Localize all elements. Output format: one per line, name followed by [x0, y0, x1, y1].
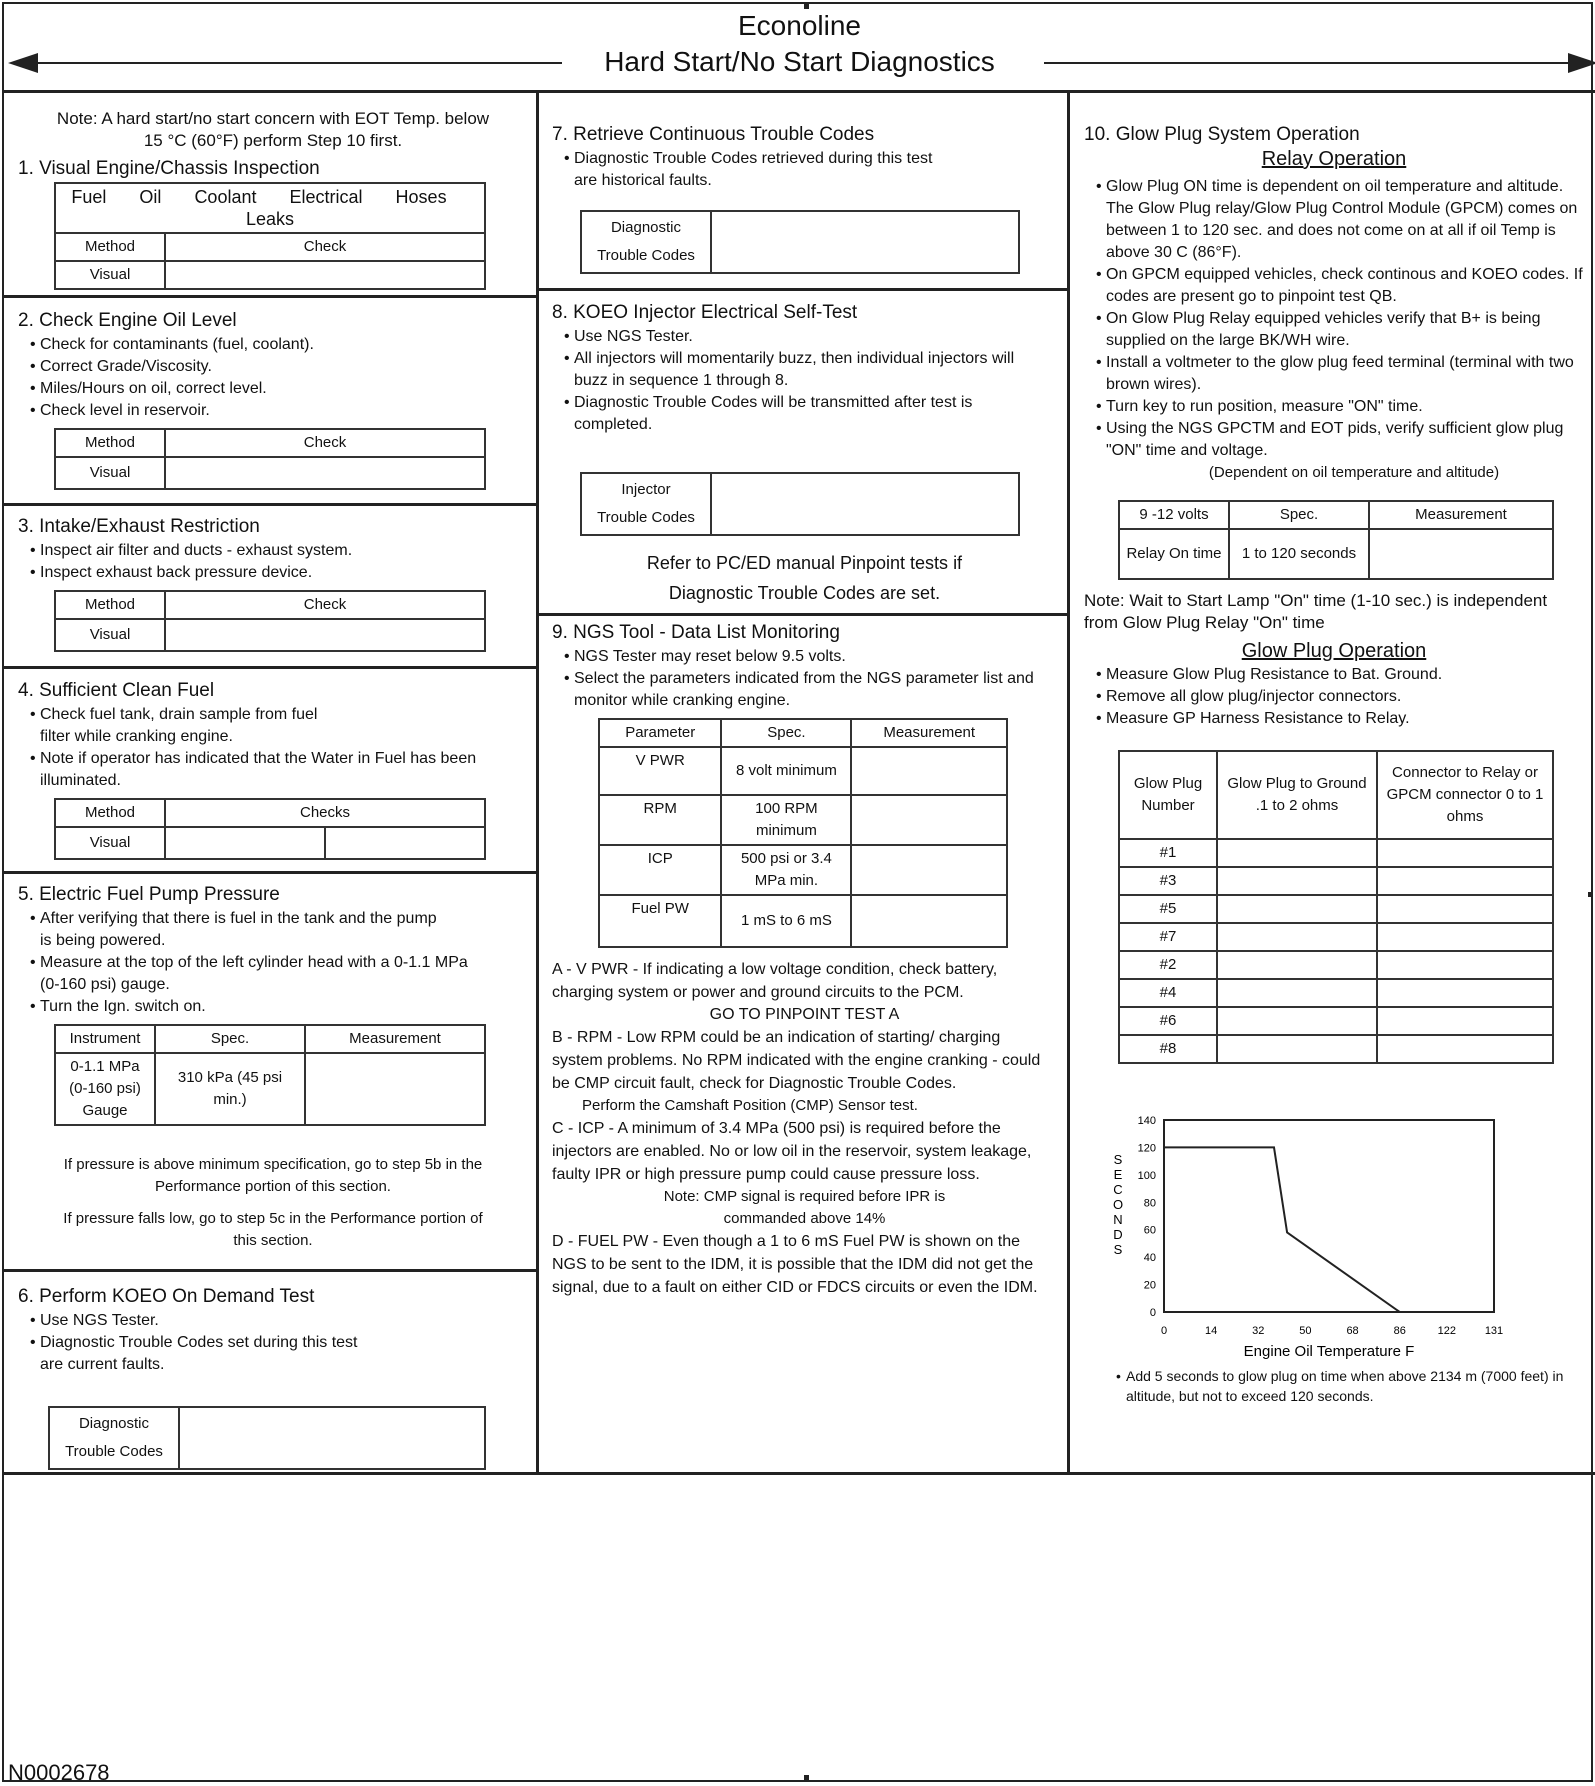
note-c-cmp: Note: CMP signal is required before IPR is commanded above 14%: [663, 1188, 946, 1227]
inj-cell[interactable]: [711, 473, 1019, 535]
section-title: 10. Glow Plug System Operation: [1084, 124, 1360, 145]
dtc-table: [48, 1406, 486, 1470]
ground-cell[interactable]: [1217, 951, 1377, 979]
divider: [536, 613, 1070, 616]
visual-label: Visual: [55, 457, 165, 489]
measurement-header: Measurement: [851, 719, 1007, 747]
method-header: Method: [55, 233, 165, 261]
ground-cell[interactable]: [1217, 839, 1377, 867]
method-checks-table: [54, 798, 486, 860]
visual-label: Visual: [55, 261, 165, 289]
pressure-note-low: If pressure falls low, go to step 5c in the Performance portion of this section.: [63, 1210, 483, 1249]
section-10: [1084, 124, 1584, 1064]
header: [4, 4, 1595, 92]
bullet-list: [18, 1310, 528, 1376]
x-axis-label: Engine Oil Temperature F: [1243, 1343, 1415, 1360]
relay-on-label: Relay On time: [1119, 529, 1229, 579]
x-tick-label: 122: [1437, 1325, 1457, 1337]
ground-cell[interactable]: [1217, 1007, 1377, 1035]
x-tick-label: 32: [1252, 1325, 1265, 1337]
title-line2: Hard Start/No Start Diagnostics: [604, 46, 995, 77]
section-title: 7. Retrieve Continuous Trouble Codes: [552, 124, 875, 145]
inspection-table: [54, 182, 486, 290]
bullet: • Turn the Ign. switch on.: [40, 996, 528, 1018]
bullet: • All injectors will momentarily buzz, then individual injectors will buzz in sequence 1 through 8.: [574, 348, 1057, 392]
left-arrow-icon: [8, 53, 38, 73]
bullet-list: [1084, 176, 1584, 462]
inj-label-line: Trouble Codes: [597, 509, 695, 526]
plug-number: #5: [1119, 895, 1217, 923]
bullet: • Inspect exhaust back pressure device.: [40, 562, 528, 584]
plug-number: #8: [1119, 1035, 1217, 1063]
bullet: • Check level in reservoir.: [40, 400, 528, 422]
wait-lamp-note: Note: Wait to Start Lamp "On" time (1-10 sec.) is independent from Glow Plug Relay "On" time: [1084, 591, 1548, 632]
visual-label: Visual: [55, 827, 165, 859]
bullet: • Select the parameters indicated from the NGS parameter list and monitor while cranking engine.: [574, 668, 1057, 712]
item-coolant: Coolant: [194, 187, 257, 207]
measurement-cell[interactable]: [1369, 529, 1553, 579]
dtc-label: [49, 1407, 179, 1469]
relay-cell[interactable]: [1377, 951, 1553, 979]
section-7: [552, 124, 1057, 274]
param-cell: ICP: [599, 845, 721, 895]
measurement-cell[interactable]: [851, 895, 1007, 947]
ground-cell[interactable]: [1217, 1035, 1377, 1063]
spec-value: 310 kPa (45 psi min.): [155, 1053, 305, 1125]
bullet: • On Glow Plug Relay equipped vehicles verify that B+ is being supplied on the large BK/WH wire.: [1106, 308, 1584, 352]
divider: [4, 871, 539, 874]
relay-cell[interactable]: [1377, 979, 1553, 1007]
x-tick-label: 131: [1484, 1325, 1504, 1337]
item-oil: Oil: [139, 187, 162, 207]
refer-note: Refer to PC/ED manual Pinpoint tests if Diagnostic Trouble Codes are set.: [646, 553, 963, 603]
check-header: Check: [165, 233, 485, 261]
title-line1: Econoline: [738, 10, 861, 41]
bullet: • Using the NGS GPCTM and EOT pids, verify sufficient glow plug "ON" time and voltage.: [1106, 418, 1584, 462]
divider: [4, 666, 539, 669]
plug-number: #7: [1119, 923, 1217, 951]
spec-cell: 100 RPM minimum: [721, 795, 851, 845]
bullet: • NGS Tester may reset below 9.5 volts.: [574, 646, 1057, 668]
section-title: 8. KOEO Injector Electrical Self-Test: [552, 302, 858, 323]
bullet: • Check for contaminants (fuel, coolant).: [40, 334, 528, 356]
visual-label: Visual: [55, 619, 165, 651]
y-tick-label: 100: [1137, 1169, 1156, 1182]
method-check-table: [54, 590, 486, 652]
param-cell: Fuel PW: [599, 895, 721, 947]
bullet-list: [552, 646, 1057, 712]
glow-plug-table: [1118, 750, 1554, 1064]
plug-number: #6: [1119, 1007, 1217, 1035]
instrument-value: 0-1.1 MPa (0-160 psi) Gauge: [55, 1053, 155, 1125]
item-electrical: Electrical: [289, 187, 363, 207]
x-tick-label: 0: [1160, 1325, 1168, 1337]
ngs-table: [598, 718, 1008, 948]
section-title: 2. Check Engine Oil Level: [18, 310, 237, 331]
method-header: Method: [55, 799, 165, 827]
bullet-list: [1084, 664, 1584, 730]
x-tick-label: 86: [1393, 1325, 1406, 1337]
relay-spec: 1 to 120 seconds: [1229, 529, 1369, 579]
bullet: • Diagnostic Trouble Codes retrieved during this test are historical faults.: [574, 148, 1057, 192]
section-title: 1. Visual Engine/Chassis Inspection: [18, 158, 320, 179]
right-arrow-line: [1044, 62, 1578, 64]
plug-number: #3: [1119, 867, 1217, 895]
param-header: Parameter: [599, 719, 721, 747]
checks-header: Checks: [165, 799, 485, 827]
relay-cell[interactable]: [1377, 895, 1553, 923]
bullet: • Check fuel tank, drain sample from fuel filter while cranking engine.: [40, 704, 528, 748]
x-tick-label: 14: [1205, 1325, 1218, 1337]
check-cell[interactable]: [165, 261, 485, 289]
measurement-cell[interactable]: [305, 1053, 485, 1125]
bullet-list: [552, 148, 1057, 192]
spec-cell: 500 psi or 3.4 MPa min.: [721, 845, 851, 895]
bullet-list: [552, 326, 1057, 436]
fuel-pressure-table: [54, 1024, 486, 1126]
x-tick-label: 50: [1299, 1325, 1312, 1337]
bullet: • Glow Plug ON time is dependent on oil temperature and altitude. The Glow Plug relay/Glow Plug Control Module (GPCM) comes on between 1 to 120 sec. and does not come on at all if oil Temp is above 30 C (86°F).: [1106, 176, 1584, 264]
param-cell: RPM: [599, 795, 721, 845]
note-b: B - RPM - Low RPM could be an indication of starting/ charging system problems. No RPM indicated with the engine cranking - could be CMP circuit fault, check for Diagnostic Trouble Codes.: [552, 1029, 1041, 1092]
ground-cell[interactable]: [1217, 923, 1377, 951]
section-title: 5. Electric Fuel Pump Pressure: [18, 884, 280, 905]
crop-mark: [804, 4, 809, 9]
section-title: 4. Sufficient Clean Fuel: [18, 680, 215, 701]
spec-header: Spec.: [1229, 501, 1369, 529]
dtc-cell[interactable]: [179, 1407, 485, 1469]
relay-cell[interactable]: [1377, 1007, 1553, 1035]
method-check-table: [54, 428, 486, 490]
relay-cell[interactable]: [1377, 867, 1553, 895]
ground-cell[interactable]: [1217, 979, 1377, 1007]
y-axis-label: S E C O N D S: [1112, 1152, 1124, 1257]
spec-header: Spec.: [721, 719, 851, 747]
instrument-header: Instrument: [55, 1025, 155, 1053]
spec-cell: 8 volt minimum: [721, 747, 851, 795]
measurement-cell[interactable]: [851, 845, 1007, 895]
relay-heading: Relay Operation: [1261, 148, 1407, 170]
dtc-label-line: Diagnostic: [78, 1415, 150, 1432]
altitude-note: • Add 5 seconds to glow plug on time when above 2134 m (7000 feet) in altitude, but not to exceed 120 seconds.: [1126, 1366, 1574, 1406]
bullet: • Correct Grade/Viscosity.: [40, 356, 528, 378]
pressure-note-high: If pressure is above minimum specification, go to step 5b in the Performance portion of this section.: [63, 1156, 483, 1195]
eot-note: Note: A hard start/no start concern with EOT Temp. below 15 °C (60°F) perform Step 10 first.: [56, 109, 490, 150]
dependent-note: (Dependent on oil temperature and altitude): [1208, 464, 1500, 481]
method-header: Method: [55, 429, 165, 457]
item-leaks: Leaks: [245, 209, 295, 229]
relay-cell[interactable]: [1377, 839, 1553, 867]
injector-table: [580, 472, 1020, 536]
section-9: [552, 622, 1057, 1299]
crop-mark: [804, 1775, 809, 1780]
bullet: • Use NGS Tester.: [574, 326, 1057, 348]
y-tick-label: 140: [1137, 1115, 1156, 1127]
bullet: • Diagnostic Trouble Codes will be transmitted after test is completed.: [574, 392, 1057, 436]
bullet: • Diagnostic Trouble Codes set during this test are current faults.: [40, 1332, 528, 1376]
method-header: Method: [55, 591, 165, 619]
section-5: [18, 884, 528, 1252]
section-1: [18, 108, 528, 290]
check-cell[interactable]: [165, 619, 485, 651]
right-arrow-icon: [1568, 53, 1595, 73]
section-8: [552, 302, 1057, 608]
dtc-label-line: Trouble Codes: [597, 247, 695, 264]
item-hoses: Hoses: [395, 187, 447, 207]
bullet-list: [18, 540, 528, 584]
check-cell[interactable]: [165, 827, 325, 859]
inj-label: [581, 473, 711, 535]
ground-cell[interactable]: [1217, 895, 1377, 923]
check-cell[interactable]: [165, 457, 485, 489]
note-c: C - ICP - A minimum of 3.4 MPa (500 psi) is required before the injectors are enabled. No or low oil in the reservoir, system leakage, faulty IPR or high pressure pump could cause pressure loss.: [552, 1120, 1032, 1183]
dtc-label: [581, 211, 711, 273]
left-arrow-line: [14, 62, 562, 64]
bullet: • After verifying that there is fuel in the tank and the pump is being powered.: [40, 908, 528, 952]
note-b2: Perform the Camshaft Position (CMP) Sensor test.: [582, 1097, 918, 1114]
divider: [1067, 90, 1070, 1475]
measurement-cell[interactable]: [851, 795, 1007, 845]
section-title: 3. Intake/Exhaust Restriction: [18, 516, 260, 537]
measurement-header: Measurement: [1369, 501, 1553, 529]
divider: [4, 295, 539, 298]
divider: [4, 90, 1595, 93]
measurement-header: Measurement: [305, 1025, 485, 1053]
divider: [4, 503, 539, 506]
relay-cell[interactable]: [1377, 923, 1553, 951]
section-2: [18, 310, 528, 490]
ground-cell[interactable]: [1217, 867, 1377, 895]
plug-number: #4: [1119, 979, 1217, 1007]
divider: [4, 1269, 539, 1272]
check-cell[interactable]: [325, 827, 485, 859]
y-tick-label: 20: [1143, 1279, 1156, 1292]
bullet: • Measure Glow Plug Resistance to Bat. Ground.: [1106, 664, 1584, 686]
y-tick-label: 60: [1143, 1224, 1156, 1237]
section-6: [18, 1286, 528, 1470]
note-d: D - FUEL PW - Even though a 1 to 6 mS Fuel PW is shown on the NGS to be sent to the IDM, it is possible that the IDM did not get the signal, due to a fault on either CID or FDCS circuits or even the IDM.: [552, 1233, 1038, 1296]
figure-id: N0002678: [8, 1760, 110, 1785]
section-title: 6. Perform KOEO On Demand Test: [18, 1286, 315, 1307]
dtc-table: [580, 210, 1020, 274]
param-cell: V PWR: [599, 747, 721, 795]
series-line: [1164, 1147, 1400, 1312]
diagnostic-sheet: [2, 2, 1593, 1785]
inj-label-line: Injector: [621, 481, 671, 498]
bullet: • Turn key to run position, measure "ON" time.: [1106, 396, 1584, 418]
spec-header: Spec.: [155, 1025, 305, 1053]
dtc-label-line: Diagnostic: [610, 219, 682, 236]
plot-frame: [1164, 1120, 1494, 1312]
gp-relay-header: Connector to Relay or GPCM connector 0 to 1 ohms: [1377, 751, 1553, 839]
dtc-cell[interactable]: [711, 211, 1019, 273]
y-tick-label: 40: [1143, 1252, 1156, 1265]
note-a: A - V PWR - If indicating a low voltage condition, check battery, charging system or power and ground circuits to the PCM.: [552, 961, 998, 1001]
measurement-cell[interactable]: [851, 747, 1007, 795]
x-tick-label: 68: [1346, 1325, 1359, 1337]
gp-number-header: Glow Plug Number: [1119, 751, 1217, 839]
section-3: [18, 516, 528, 652]
bullet: • Inspect air filter and ducts - exhaust system.: [40, 540, 528, 562]
bullet: • Install a voltmeter to the glow plug feed terminal (terminal with two brown wires).: [1106, 352, 1584, 396]
relay-table: [1118, 500, 1554, 580]
y-tick-label: 80: [1143, 1197, 1156, 1210]
bullet-list: [18, 908, 528, 1018]
volts-header: 9 -12 volts: [1119, 501, 1229, 529]
plug-number: #1: [1119, 839, 1217, 867]
bullet: • Note if operator has indicated that the Water in Fuel has been illuminated.: [40, 748, 528, 792]
bullet-list: [18, 334, 528, 422]
dtc-label-line: Trouble Codes: [65, 1443, 163, 1460]
check-header: Check: [165, 429, 485, 457]
gp-heading: Glow Plug Operation: [1241, 640, 1427, 662]
bullet: • Measure at the top of the left cylinder head with a 0-1.1 MPa (0-160 psi) gauge.: [40, 952, 528, 996]
bullet-list: [18, 704, 528, 792]
footnote: [1114, 1366, 1574, 1406]
section-4: [18, 680, 528, 860]
y-tick-label: 120: [1137, 1142, 1156, 1155]
inspection-items: [55, 183, 485, 233]
plug-number: #2: [1119, 951, 1217, 979]
item-fuel: Fuel: [71, 187, 107, 207]
glow-plug-chart: [1094, 1104, 1564, 1366]
bullet: • Use NGS Tester.: [40, 1310, 528, 1332]
divider: [4, 1472, 1595, 1475]
bullet: • On GPCM equipped vehicles, check continous and KOEO codes. If codes are present go to pinpoint test QB.: [1106, 264, 1584, 308]
bullet: • Remove all glow plug/injector connectors.: [1106, 686, 1584, 708]
section-title: 9. NGS Tool - Data List Monitoring: [552, 622, 840, 643]
gp-ground-header: Glow Plug to Ground .1 to 2 ohms: [1217, 751, 1377, 839]
relay-cell[interactable]: [1377, 1035, 1553, 1063]
bullet: • Measure GP Harness Resistance to Relay.: [1106, 708, 1584, 730]
y-tick-label: 0: [1149, 1307, 1156, 1319]
spec-cell: 1 mS to 6 mS: [721, 895, 851, 947]
bullet: • Miles/Hours on oil, correct level.: [40, 378, 528, 400]
bullet-list: [1114, 1366, 1574, 1406]
divider: [536, 288, 1070, 291]
note-a-go: GO TO PINPOINT TEST A: [709, 1006, 900, 1023]
crop-mark: [1588, 892, 1593, 897]
check-header: Check: [165, 591, 485, 619]
